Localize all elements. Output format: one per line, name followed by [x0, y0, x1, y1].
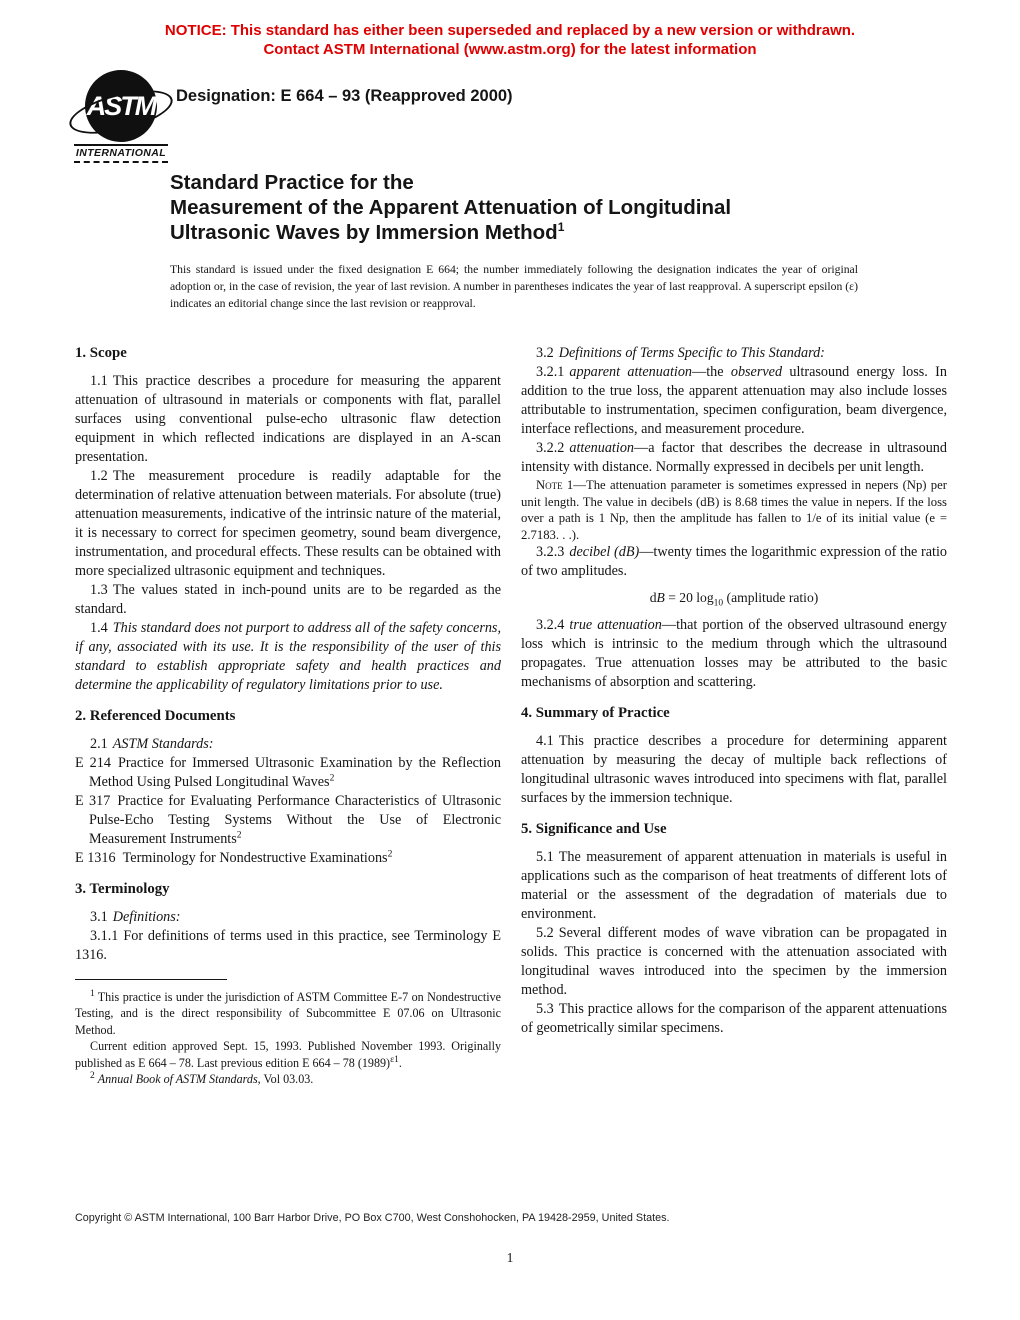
logo-dashed-divider — [74, 161, 168, 163]
footnote-book-title: Annual Book of ASTM Standards — [97, 1072, 258, 1087]
para-1-1 — [75, 372, 501, 467]
para-3-1-1 — [75, 927, 501, 965]
section-heading-scope: 1. Scope — [75, 345, 127, 361]
reference-code: E 214 — [75, 755, 111, 771]
right-column — [521, 344, 947, 1087]
title-line2: Measurement of the Apparent Attenuation of Longitudinal — [170, 196, 732, 219]
para-number: 2.1 — [90, 736, 108, 752]
section-heading-referenced-documents: 2. Referenced Documents — [75, 708, 236, 724]
logo-divider — [74, 144, 168, 146]
decibel-formula: dB = 20 $\log_{10}$ (amplitude ratio) — [649, 590, 819, 610]
superseded-notice — [0, 21, 1020, 59]
reference-code: E 1316 — [75, 850, 116, 866]
reference-title: Practice for Immersed Ultrasonic Examination by the Reflection Method Using Pulsed Longitudinal Waves — [89, 755, 501, 790]
two-column-body — [75, 344, 947, 1087]
para-number: 5.2 — [536, 925, 554, 942]
para-number: 3.2 — [536, 345, 554, 361]
section-heading-terminology: 3. Terminology — [75, 881, 170, 897]
reference-footnote-marker: 2 — [236, 830, 242, 841]
para-text: This practice describes a procedure for determining apparent attenuation by measuring the decay of multiple back reflections of longitudinal ultrasonic waves introduced into specimens with flat, parallel surfaces by the immersion technique. — [521, 733, 947, 807]
para-1-2 — [75, 467, 501, 581]
para-term: Definitions of Terms Specific to This Standard: — [558, 345, 825, 361]
para-text: —that portion of the observed ultrasound energy loss which is intrinsic to the medium through which the ultrasound propagates. True attenuation losses may be attributed to the basic mechanisms of absorption and scattering. — [521, 617, 947, 691]
footnote-1 — [75, 989, 501, 1038]
formula-subscript: 10 — [713, 599, 724, 610]
para-3-1 — [75, 908, 501, 927]
footnote-marker: 1 — [90, 988, 95, 999]
para-text: This practice describes a procedure for measuring the apparent attenuation of ultrasound in materials or components with flat, parallel surfaces using conventional pulse-echo ultrasonic flaw detection equipment in which reflected indications are displayed in an A-scan presentation. — [75, 373, 501, 465]
para-number: 1.2 — [90, 468, 108, 484]
reference-item-e1316 — [75, 849, 501, 868]
notice-line2: Contact ASTM International (www.astm.org) for the latest information — [263, 41, 757, 58]
para-number: 3.2.3 — [536, 544, 565, 561]
note-label: Note 1 — [536, 478, 574, 492]
footnote-marker: 2 — [90, 1071, 95, 1081]
para-text-italic: This standard does not purport to address all of the safety concerns, if any, associated with its use. It is the responsibility of the user of this standard to establish appropriate safety and health practices and determine the applicability of regulatory limitations prior to use. — [75, 620, 501, 693]
title-line1: Standard Practice for the — [170, 171, 414, 194]
title-footnote-marker: 1 — [557, 220, 565, 235]
para-number: 3.2.4 — [536, 617, 565, 634]
para-number: 3.1.1 — [90, 928, 119, 944]
para-text: ultrasound energy loss. In addition to the true loss, the apparent attenuation may also include losses attributable to instrumentation, specimen configuration, beam divergence, interface reflections, and measurement procedure. — [521, 364, 947, 437]
para-number: 1.3 — [90, 582, 108, 598]
para-number: 5.1 — [536, 849, 554, 866]
defined-term: apparent attenuation — [569, 364, 693, 380]
footnote-1-continued — [75, 1038, 501, 1071]
footnote-text: This practice is under the jurisdiction of ASTM Committee E-7 on Nondestructive Testing, and is the direct responsibility of Subcommittee E 07.06 on Ultrasonic Method. — [75, 990, 501, 1037]
reference-footnote-marker: 2 — [329, 773, 335, 784]
astm-logo — [74, 70, 168, 163]
para-text: The measurement of apparent attenuation in materials is useful in applications such as the comparison of heat treatments of different lots of material or the assessment of the degradation of materials due to environment. — [521, 849, 947, 923]
para-3-2-1 — [521, 363, 947, 439]
para-number: 3.2.2 — [536, 440, 565, 456]
page-number: 1 — [506, 1250, 514, 1265]
epsilon-marker: ε1 — [390, 1054, 399, 1065]
para-text: —a factor that describes the decrease in ultrasound intensity with distance. Normally expressed in decibels per unit length. — [521, 440, 947, 475]
para-number: 3.1 — [90, 909, 108, 925]
footnote-rule — [75, 979, 227, 980]
para-number: 5.3 — [536, 1001, 554, 1018]
para-3-2 — [521, 344, 947, 363]
reference-item-e214 — [75, 754, 501, 792]
para-2-1 — [75, 735, 501, 754]
reference-item-e317 — [75, 792, 501, 849]
para-number: 1.1 — [90, 373, 108, 389]
para-number: 4.1 — [536, 733, 554, 750]
left-column — [75, 344, 501, 1087]
section-heading-summary: 4. Summary of Practice — [521, 705, 670, 722]
para-text: Several different modes of wave vibration can be propagated in solids. This practice is concerned with the attenuation associated with longitudinal waves introduced into the specimen by the immersion method. — [521, 925, 947, 999]
standard-title — [170, 170, 890, 245]
para-number: 3.2.1 — [536, 364, 565, 380]
para-term: ASTM Standards: — [112, 736, 214, 752]
para-5-1 — [521, 848, 947, 924]
section-heading-significance: 5. Significance and Use — [521, 821, 667, 838]
astm-logo-subtitle: INTERNATIONAL — [75, 147, 167, 159]
reference-footnote-marker: 2 — [387, 849, 393, 860]
para-text: —the — [692, 364, 731, 380]
para-1-3 — [75, 581, 501, 619]
reference-title: Practice for Evaluating Performance Characteristics of Ultrasonic Pulse-Echo Testing Systems Without the Use of Electronic Measurement Instruments — [89, 793, 501, 847]
astm-logo-acronym: ASTM — [86, 90, 156, 121]
para-text: The values stated in inch-pound units are to be regarded as the standard. — [75, 582, 501, 617]
issuance-note: This standard is issued under the fixed designation E 664; the number immediately following the designation indicates the year of original adoption or, in the case of revision, the year of last revision. A number in parentheses indicates the year of last reapproval. A superscript epsilon (ε) indicates an editorial change since the last revision or reapproval. — [170, 263, 858, 310]
footnote-text: Current edition approved Sept. 15, 1993. Published November 1993. Originally published as E 664 – 78. Last previous edition E 664 – 78 (1989) — [75, 1039, 501, 1070]
para-3-2-2 — [521, 439, 947, 477]
note-text: —The attenuation parameter is sometimes expressed in nepers (Np) per unit length. The value in decibels (dB) is 8.68 times the value in nepers. If the loss over a path is 1 Np, then the amplitude has fallen to 1/e of its initial value (e = 2.7183. . .). — [521, 478, 947, 542]
defined-term: attenuation — [569, 440, 635, 456]
formula-variable: B — [656, 590, 665, 606]
para-text: The measurement procedure is readily adaptable for the determination of relative attenuation between materials. For absolute (true) attenuation measurements, indicative of the intrinsic nature of the material, it is necessary to correct for specimen geometry, sound beam divergence, instrumentation, and procedural effects. These results can be obtained with more specialized ultrasonic equipment and techniques. — [75, 468, 501, 579]
footnote-text: , Vol 03.03. — [257, 1072, 314, 1087]
reference-title: Terminology for Nondestructive Examinations — [122, 850, 388, 866]
footnote-2 — [75, 1071, 501, 1087]
defined-term: decibel (dB) — [569, 544, 640, 561]
para-text: This practice allows for the comparison of the apparent attenuations of geometrically similar specimens. — [521, 1001, 947, 1037]
para-term: Definitions: — [112, 909, 181, 925]
para-3-2-3 — [521, 543, 947, 581]
footnote-text-end: . — [398, 1055, 402, 1070]
para-1-4 — [75, 619, 501, 695]
title-line3: Ultrasonic Waves by Immersion Method$^1$ — [170, 220, 565, 244]
emphasis-word: observed — [730, 364, 783, 380]
astm-logo-globe-icon — [85, 70, 157, 142]
designation-line: Designation: E 664 – 93 (Reapproved 2000) — [176, 87, 513, 105]
notice-line1: NOTICE: This standard has either been superseded and replaced by a new version or withdrawn. — [164, 22, 856, 39]
footnote-block — [75, 979, 501, 1087]
copyright-line: Copyright © ASTM International, 100 Barr Harbor Drive, PO Box C700, West Conshohocken, PA 19428-2959, United States. — [75, 1212, 670, 1224]
para-5-2 — [521, 924, 947, 1000]
para-4-1 — [521, 732, 947, 808]
para-text: —twenty times the logarithmic expression of the ratio of two amplitudes. — [521, 544, 947, 580]
para-3-2-4 — [521, 616, 947, 692]
note-1 — [521, 477, 947, 543]
para-number: 1.4 — [90, 620, 108, 636]
para-text: For definitions of terms used in this practice, see Terminology E 1316. — [75, 928, 501, 963]
defined-term: true attenuation — [569, 617, 662, 634]
para-5-3 — [521, 1000, 947, 1038]
reference-code: E 317 — [75, 793, 111, 809]
